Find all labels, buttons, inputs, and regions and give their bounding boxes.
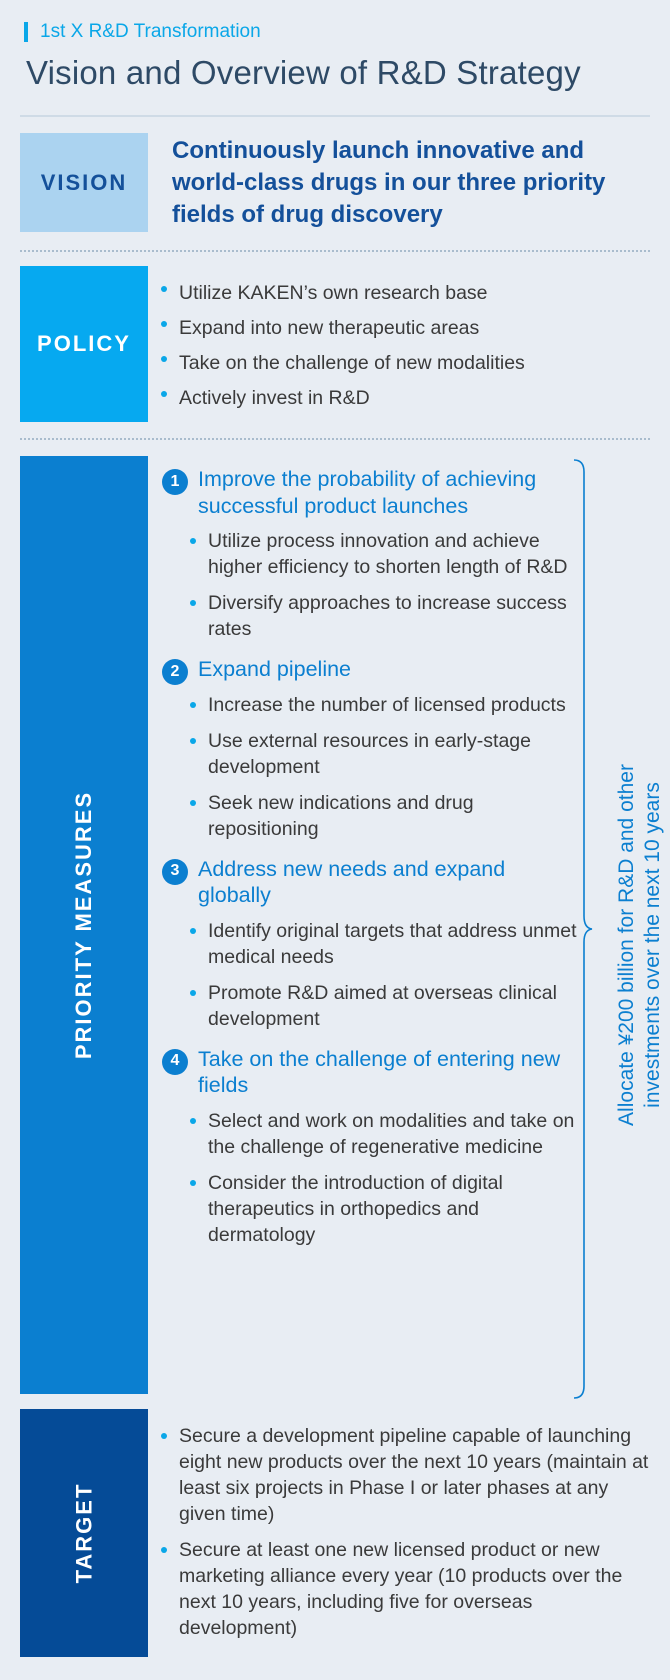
policy-item: Actively invest in R&D — [159, 381, 629, 416]
measure-title-text: Expand pipeline — [198, 657, 352, 681]
page-title: Vision and Overview of R&D Strategy — [26, 54, 581, 91]
measure-title-text: Take on the challenge of entering new fields — [198, 1046, 561, 1097]
measure-item: Diversify approaches to increase success rates — [188, 590, 582, 642]
measure-item: Increase the number of licensed products — [188, 692, 582, 718]
number-badge-3: 3 — [162, 859, 188, 885]
target-label-box — [20, 1409, 148, 1657]
dotted-divider — [20, 438, 650, 440]
priority-label-box — [20, 456, 148, 1394]
number-badge-1: 1 — [162, 469, 188, 495]
policy-item: Expand into new therapeutic areas — [159, 311, 629, 346]
measure-item: Use external resources in early-stage development — [188, 728, 582, 780]
allocation-line-1: Allocate ¥200 billion for R&D and other — [615, 764, 638, 1126]
vision-statement: Continuously launch innovative and world-class drugs in our three priority fields of drug discovery — [172, 137, 606, 228]
measure-title-text: Improve the probability of achieving successful product launches — [198, 467, 537, 518]
measure-item: Seek new indications and drug repositioning — [188, 790, 582, 842]
vision-label: VISION — [40, 169, 128, 195]
number-badge-4: 4 — [162, 1049, 188, 1075]
target-label: TARGET — [71, 1482, 96, 1584]
measure-item: Identify original targets that address unmet medical needs — [188, 918, 582, 970]
priority-label: PRIORITY MEASURES — [71, 790, 96, 1060]
allocation-line-2: investments over the next 10 years — [641, 782, 664, 1108]
policy-label-box — [20, 266, 148, 422]
measure-2 — [162, 656, 582, 842]
policy-label: POLICY — [37, 331, 131, 356]
measure-3 — [162, 856, 582, 1032]
measure-title-text: Address new needs and expand globally — [198, 856, 506, 907]
title-divider — [20, 115, 650, 117]
section-tag: 1st X R&D Transformation — [24, 22, 261, 42]
measure-title — [162, 856, 582, 909]
measure-list — [188, 918, 582, 1032]
measure-item: Consider the introduction of digital therapeutics in orthopedics and dermatology — [188, 1170, 582, 1248]
measure-4 — [162, 1046, 582, 1248]
measure-list — [188, 528, 582, 642]
priority-measures — [162, 466, 582, 1262]
measure-list — [188, 1108, 582, 1248]
policy-item: Take on the challenge of new modalities — [159, 346, 629, 381]
allocation-note — [614, 764, 666, 1126]
dotted-divider — [20, 250, 650, 252]
measure-item: Select and work on modalities and take on the challenge of regenerative medicine — [188, 1108, 582, 1160]
target-item: Secure at least one new licensed product or new marketing alliance every year (10 products over the next 10 years, including five for overseas development) — [159, 1537, 649, 1641]
measure-title — [162, 656, 582, 683]
curly-brace-icon — [572, 458, 596, 1400]
measure-title — [162, 1046, 582, 1099]
target-item: Secure a development pipeline capable of launching eight new products over the next 10 years (maintain at least six projects in Phase I or later phases at any given time) — [159, 1423, 649, 1527]
measure-1 — [162, 466, 582, 642]
policy-list — [159, 276, 629, 416]
vision-label-box — [20, 133, 148, 232]
policy-item: Utilize KAKEN’s own research base — [159, 276, 629, 311]
number-badge-2: 2 — [162, 659, 188, 685]
measure-item: Promote R&D aimed at overseas clinical development — [188, 980, 582, 1032]
target-list — [159, 1423, 649, 1651]
measure-list — [188, 692, 582, 842]
measure-item: Utilize process innovation and achieve higher efficiency to shorten length of R&D — [188, 528, 582, 580]
measure-title — [162, 466, 582, 519]
